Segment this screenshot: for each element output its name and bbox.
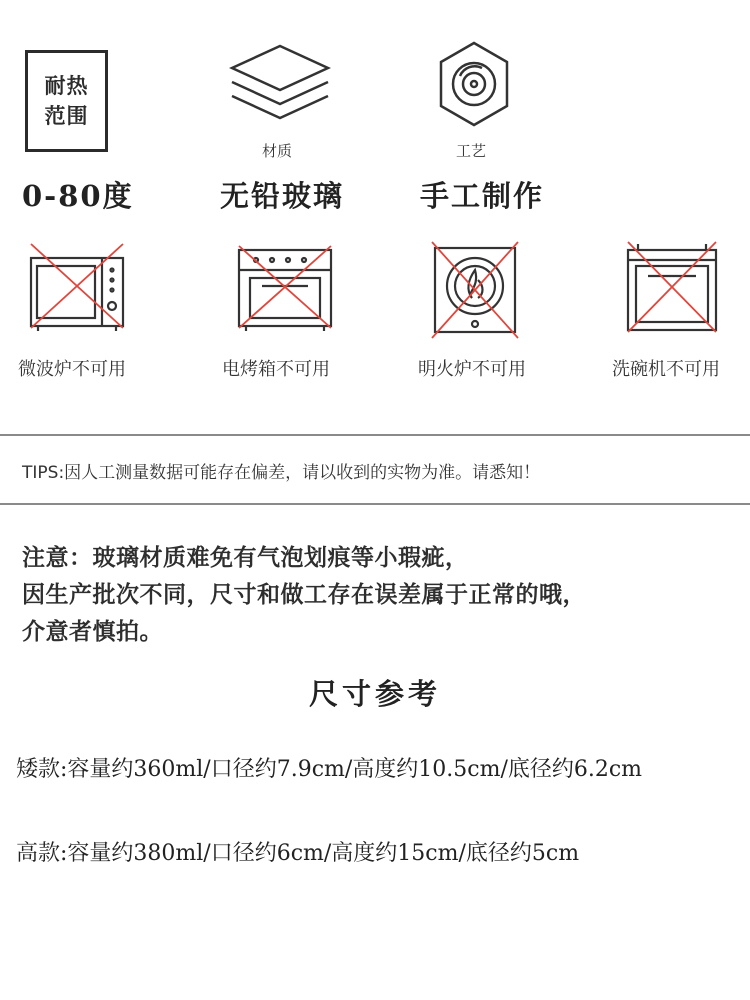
material-label: 材质 — [262, 142, 293, 160]
notice-block — [22, 540, 586, 651]
size-reference-title: 尺寸参考 — [308, 677, 441, 711]
heat-range-value: 0-80度 — [22, 179, 134, 213]
notice-line-1: 注意：玻璃材质难免有气泡划痕等小瑕疵， — [22, 545, 469, 571]
notice-line-3: 介意者慎拍。 — [22, 619, 163, 645]
tips-top-divider — [0, 434, 750, 436]
oven-icon — [236, 242, 334, 334]
stove-flame-icon — [430, 240, 520, 340]
craft-label: 工艺 — [456, 142, 487, 160]
microwave-icon — [28, 242, 126, 334]
tips-bottom-divider — [0, 503, 750, 505]
short-model-spec: 矮款:容量约360ml/口径约7.9cm/高度约10.5cm/底径约6.2cm — [16, 757, 643, 782]
heat-range-box — [25, 50, 108, 152]
notice-line-2: 因生产批次不同，尺寸和做工存在误差属于正常的哦， — [22, 582, 586, 608]
oven-label: 电烤箱不可用 — [222, 359, 330, 380]
dishwasher-label: 洗碗机不可用 — [612, 359, 720, 380]
layers-icon — [228, 42, 332, 124]
craft-hexagon-icon — [438, 40, 510, 130]
craft-value: 手工制作 — [420, 179, 545, 213]
material-value: 无铅玻璃 — [220, 179, 345, 213]
tips-text: TIPS:因人工测量数据可能存在偏差，请以收到的实物为准。请悉知！ — [22, 463, 541, 483]
heat-range-label-line2: 范围 — [44, 104, 89, 128]
microwave-label: 微波炉不可用 — [18, 359, 126, 380]
tall-model-spec: 高款:容量约380ml/口径约6cm/高度约15cm/底径约5cm — [16, 841, 580, 866]
heat-range-label-line1: 耐热 — [44, 74, 89, 98]
stove-label: 明火炉不可用 — [418, 359, 526, 380]
dishwasher-icon — [624, 240, 720, 336]
